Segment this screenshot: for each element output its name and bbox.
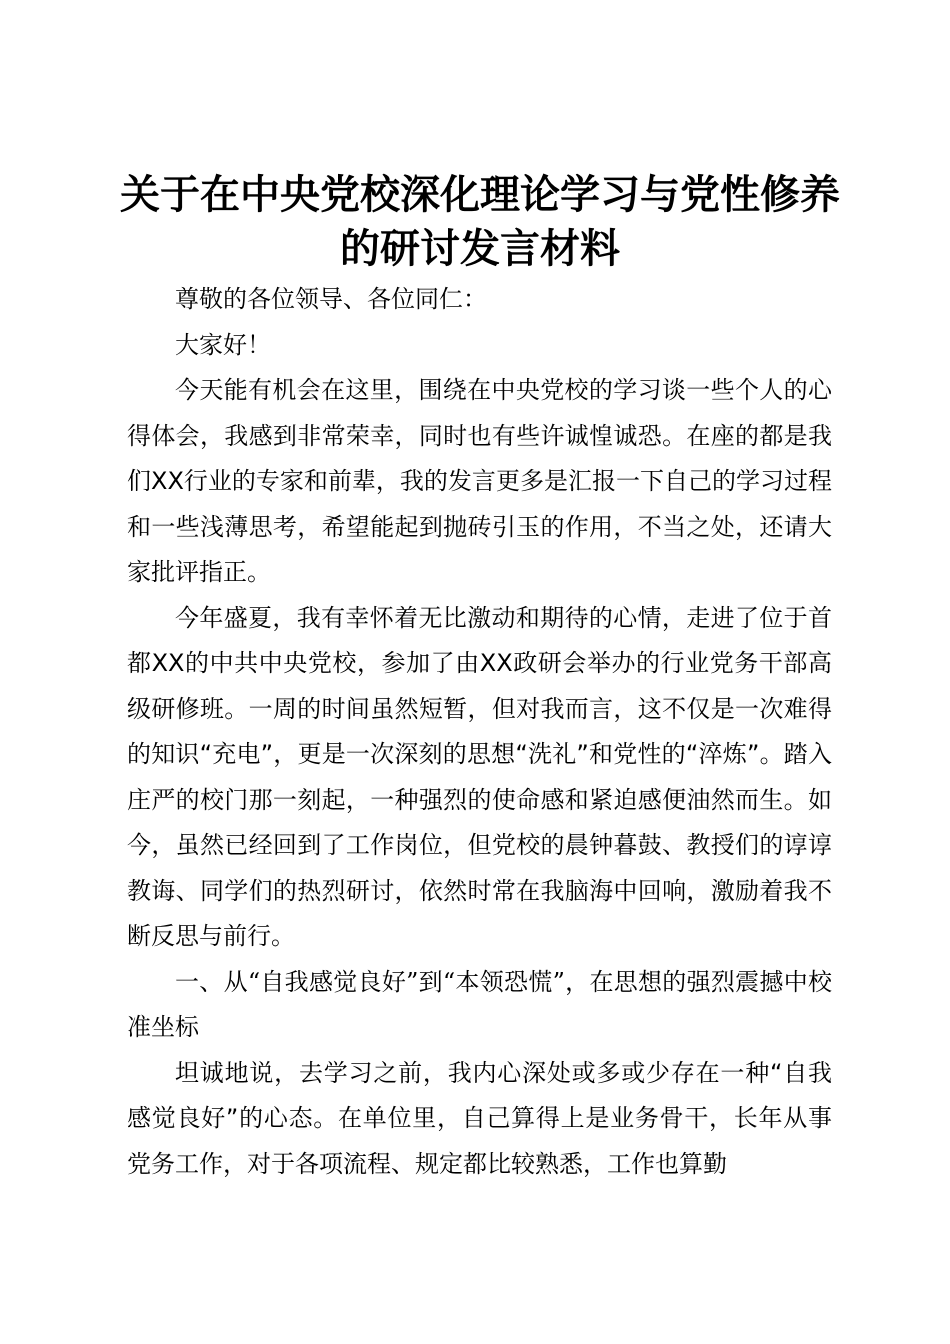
- body-paragraph: 今年盛夏，我有幸怀着无比激动和期待的心情，走进了位于首都XX的中共中央党校，参加了由XX政研会举办的行业党务干部高级研修班。一周的时间虽然短暂，但对我而言，这不仅是一次难得的知识“充电”，更是一次深刻的思想“洗礼”和党性的“淬炼”。踏入庄严的校门那一刻起，一种强烈的使命感和紧迫感便油然而生。如今，虽然已经回到了工作岗位，但党校的晨钟暮鼓、教授们的谆谆教诲、同学们的热烈研讨，依然时常在我脑海中回响，激励着我不断反思与前行。: [127, 603, 832, 950]
- body-paragraph: 坦诚地说，去学习之前，我内心深处或多或少存在一种“自我感觉良好”的心态。在单位里，自己算得上是业务骨干，长年从事党务工作，对于各项流程、规定都比较熟悉，工作也算勤: [127, 1058, 832, 1178]
- body-paragraph: 今天能有机会在这里，围绕在中央党校的学习谈一些个人的心得体会，我感到非常荣幸，同时也有些许诚惶诚恐。在座的都是我们XX行业的专家和前辈，我的发言更多是汇报一下自己的学习过程和一些浅薄思考，希望能起到抛砖引玉的作用，不当之处，还请大家批评指正。: [127, 376, 832, 586]
- salutation: 尊敬的各位领导、各位同仁：: [175, 285, 487, 313]
- greeting: 大家好！: [175, 330, 271, 359]
- section-heading: 一、从“自我感觉良好”到“本领恐慌”，在思想的强烈震撼中校准坐标: [127, 967, 832, 1041]
- document-title: 关于在中央党校深化理论学习与党性修养的研讨发言材料: [120, 171, 840, 272]
- document-body: [127, 277, 832, 1187]
